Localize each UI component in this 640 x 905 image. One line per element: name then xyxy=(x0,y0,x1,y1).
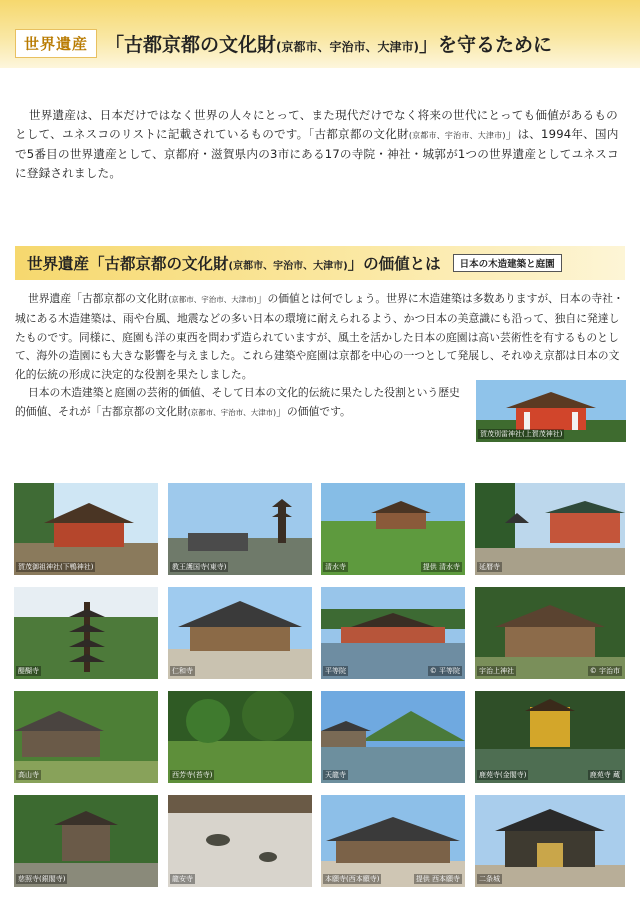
photo-ryoanji xyxy=(168,795,312,887)
photo-ginkakuji xyxy=(14,795,158,887)
photo-tenryuji xyxy=(321,691,465,783)
photo-caption: 二条城 xyxy=(479,875,500,883)
photo-byodoin xyxy=(321,587,465,679)
photo-kozanji xyxy=(14,691,158,783)
header xyxy=(15,28,552,58)
photo-caption: 平等院 xyxy=(325,667,346,675)
section-tag: 日本の木造建築と庭園 xyxy=(453,254,562,272)
photo-caption: 宇治上神社 xyxy=(479,667,514,675)
photo-credit: © 宇治市 xyxy=(589,667,620,675)
photo-kamigamo xyxy=(476,380,626,442)
photo-enryakuji xyxy=(475,483,625,575)
photo-caption: 清水寺 xyxy=(325,563,346,571)
intro-paragraph: 世界遺産は、日本だけではなく世界の人々にとって、また現代だけでなく将来の世代にとっても価値があるものとして、ユネスコのリストに記載されているものです。「古都京都の文化財(京都市、宇治市、大津市)」は、1994年、国内で5番目の世界遺産として、京都府・滋賀県内の3市にある17の寺院・神社・城郭が1つの世界遺産としてユネスコに登録されました。 xyxy=(15,108,619,180)
photo-caption: 本願寺(西本願寺) xyxy=(325,875,380,883)
photo-caption: 龍安寺 xyxy=(172,875,193,883)
photo-saihoji xyxy=(168,691,312,783)
photo-credit: 提供 西本願寺 xyxy=(415,875,460,883)
photo-kinkakuji xyxy=(475,691,625,783)
photo-honganji xyxy=(321,795,465,887)
photo-caption: 教王護国寺(東寺) xyxy=(172,563,227,571)
world-heritage-tag: 世界遺産 xyxy=(15,29,97,58)
photo-caption: 西芳寺(苔寺) xyxy=(172,771,213,779)
photo-caption: 鹿苑寺(金閣寺) xyxy=(479,771,527,779)
photo-caption: 賀茂別雷神社(上賀茂神社) xyxy=(480,430,563,438)
photo-caption: 天龍寺 xyxy=(325,771,346,779)
photo-caption: 醍醐寺 xyxy=(18,667,39,675)
section-heading xyxy=(15,246,625,280)
photo-kiyomizu xyxy=(321,483,465,575)
photo-shimogamo xyxy=(14,483,158,575)
section-paragraph-1: 世界遺産「古都京都の文化財(京都市、宇治市、大津市)」の価値とは何でしょう。世界に木造建築は多数ありますが、日本の寺社・城にある木造建築は、雨や台風、地震などの多い日本の環境に耐えられるよう、かつ日本の美意識にも沿って、独自に発達したものです。同様に、庭園も洋の東西を問わず造られていますが、風土を活かした日本の庭園は高い芸術性を有するものとして、海外の造園にも大きな影響を与えました。これら建築や庭園は京都を中心の一つとして発展し、それゆえ京都は日本の文化的伝統の形成に決定的な役割を果たしました。 xyxy=(15,292,624,382)
photo-caption: 高山寺 xyxy=(18,771,39,779)
photo-credit: © 平等院 xyxy=(429,667,460,675)
photo-caption: 延暦寺 xyxy=(479,563,500,571)
photo-daigoji xyxy=(14,587,158,679)
photo-ninnaji xyxy=(168,587,312,679)
photo-nijojo xyxy=(475,795,625,887)
section-title: 世界遺産「古都京都の文化財(京都市、宇治市、大津市)」の価値とは xyxy=(27,255,441,273)
photo-toji xyxy=(168,483,312,575)
photo-ujigami xyxy=(475,587,625,679)
photo-caption: 仁和寺 xyxy=(172,667,193,675)
photo-caption: 慈照寺(銀閣寺) xyxy=(18,875,66,883)
section-paragraph-2: 日本の木造建築と庭園の芸術的価値、そして日本の文化的伝統に果たした役割という歴史的価値、それが「古都京都の文化財(京都市、宇治市、大津市)」の価値です。 xyxy=(15,386,460,418)
photo-credit: 提供 清水寺 xyxy=(422,563,460,571)
page-title: 「古都京都の文化財(京都市、宇治市、大津市)」を守るために xyxy=(105,33,553,56)
photo-caption: 賀茂御祖神社(下鴨神社) xyxy=(18,563,94,571)
photo-credit: 鹿苑寺 蔵 xyxy=(589,771,620,779)
